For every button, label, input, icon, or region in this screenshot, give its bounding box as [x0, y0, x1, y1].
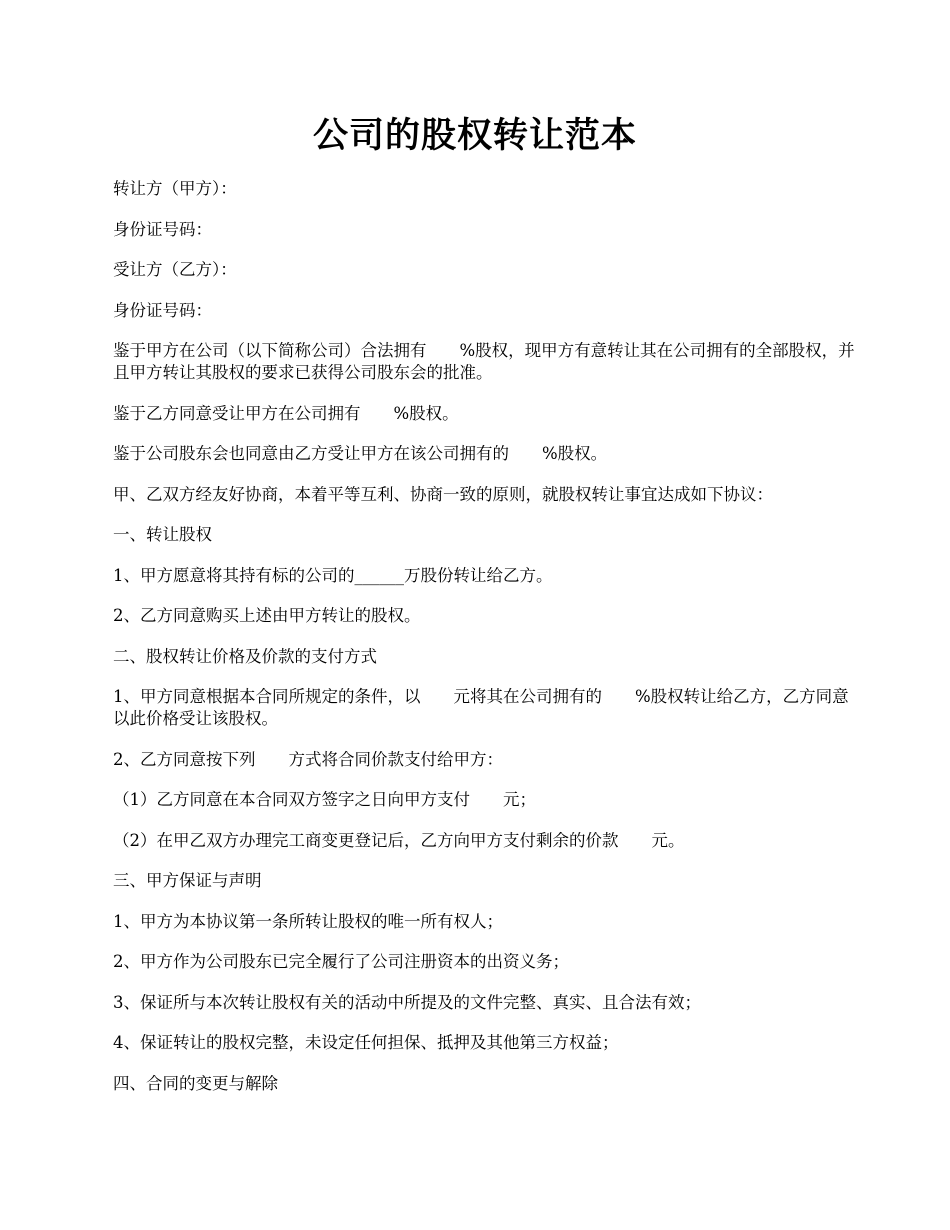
recital-paragraph: 鉴于甲方在公司（以下简称公司）合法拥有 %股权，现甲方有意转让其在公司拥有的全部股权，并且甲方转让其股权的要求已获得公司股东会的批准。 — [113, 341, 855, 382]
party-a-id-line: 身份证号码： — [113, 219, 212, 239]
section-heading: 二、股权转让价格及价款的支付方式 — [113, 646, 377, 666]
sub-clause-item: （1）乙方同意在本合同双方签字之日向甲方支付 元； — [113, 790, 536, 809]
section-heading: 一、转让股权 — [113, 525, 212, 544]
party-b-id-line: 身份证号码： — [113, 300, 212, 320]
document-body — [113, 178, 858, 1113]
party-b-line: 受让方（乙方）： — [113, 260, 237, 279]
section-heading: 三、甲方保证与声明 — [113, 871, 262, 890]
recital-paragraph: 鉴于公司股东会也同意由乙方受让甲方在该公司拥有的 %股权。 — [113, 444, 608, 463]
clause-item: 2、乙方同意按下列 方式将合同价款支付给甲方： — [113, 749, 503, 769]
clause-item: 1、甲方为本协议第一条所转让股权的唯一所有权人； — [113, 911, 503, 931]
document-title: 公司的股权转让范本 — [312, 115, 637, 156]
section-heading: 四、合同的变更与解除 — [113, 1073, 278, 1093]
clause-item: 4、保证转让的股权完整，未设定任何担保、抵押及其他第三方权益； — [113, 1033, 619, 1052]
clause-item: 2、甲方作为公司股东已完全履行了公司注册资本的出资义务； — [113, 952, 569, 971]
sub-clause-item: （2）在甲乙双方办理完工商变更登记后，乙方向甲方支付剩余的价款 元。 — [113, 830, 685, 850]
agreement-intro: 甲、乙双方经友好协商，本着平等互利、协商一致的原则，就股权转让事宜达成如下协议： — [113, 484, 773, 504]
clause-item: 1、甲方愿意将其持有标的公司的______万股份转让给乙方。 — [113, 565, 553, 585]
clause-item: 2、乙方同意购买上述由甲方转让的股权。 — [113, 606, 421, 625]
clause-item: 1、甲方同意根据本合同所规定的条件，以 元将其在公司拥有的 %股权转让给乙方，乙方同意以此价格受让该股权。 — [113, 687, 849, 728]
clause-item: 3、保证所与本次转让股权有关的活动中所提及的文件完整、真实、且合法有效； — [113, 992, 701, 1012]
party-a-line: 转让方（甲方）： — [113, 179, 237, 198]
recital-paragraph: 鉴于乙方同意受让甲方在公司拥有 %股权。 — [113, 403, 459, 423]
